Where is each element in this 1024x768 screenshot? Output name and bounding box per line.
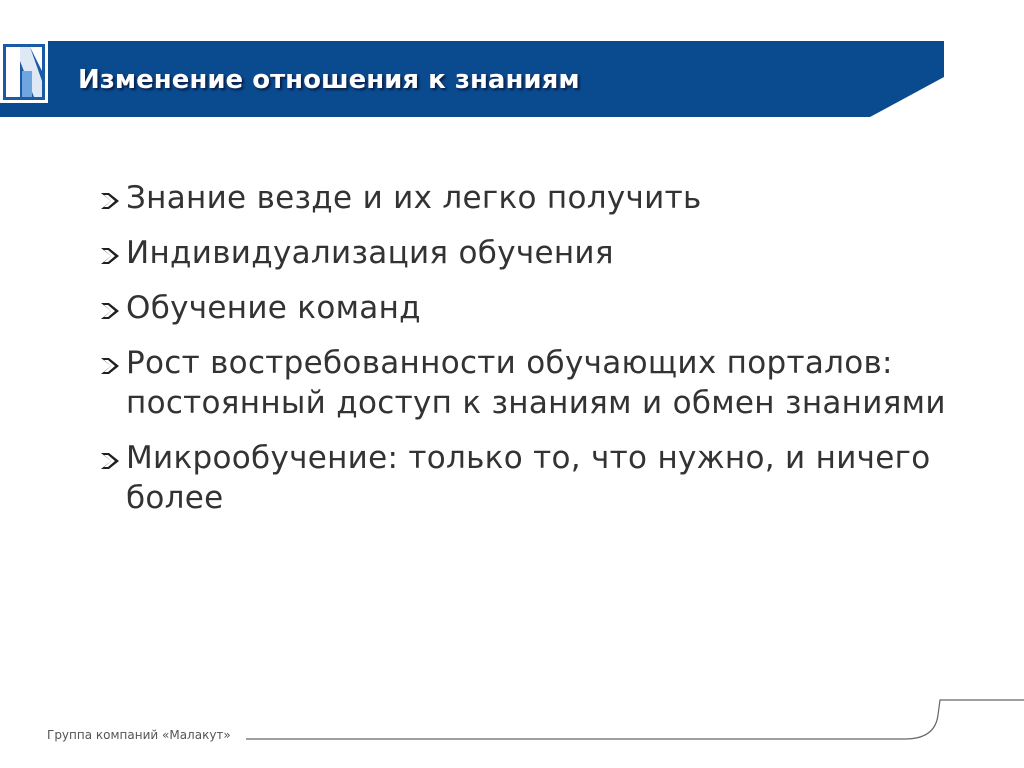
slide-header: [0, 41, 944, 117]
bullet-text: Индивидуализация обучения: [126, 235, 614, 271]
bullet-item: [100, 343, 970, 423]
arrow-bullet-icon: [100, 247, 122, 265]
bullet-text: Обучение команд: [126, 290, 421, 326]
bullet-item: [100, 288, 970, 328]
bullet-item: [100, 438, 970, 518]
bullet-text: Рост востребованности обучающих порталов: постоянный доступ к знаниям и обмен знаниями: [126, 345, 946, 421]
footer-company: Группа компаний «Малакут»: [47, 728, 231, 742]
company-logo-icon: [0, 41, 48, 103]
bullet-text: Микрообучение: только то, что нужно, и ничего более: [126, 440, 931, 516]
slide-title: Изменение отношения к знаниям: [78, 65, 580, 95]
arrow-bullet-icon: [100, 302, 122, 320]
bullet-item: [100, 178, 970, 218]
bullet-list: [100, 178, 970, 533]
arrow-bullet-icon: [100, 452, 122, 470]
bullet-text: Знание везде и их легко получить: [126, 180, 702, 216]
arrow-bullet-icon: [100, 357, 122, 375]
bullet-item: [100, 233, 970, 273]
arrow-bullet-icon: [100, 192, 122, 210]
